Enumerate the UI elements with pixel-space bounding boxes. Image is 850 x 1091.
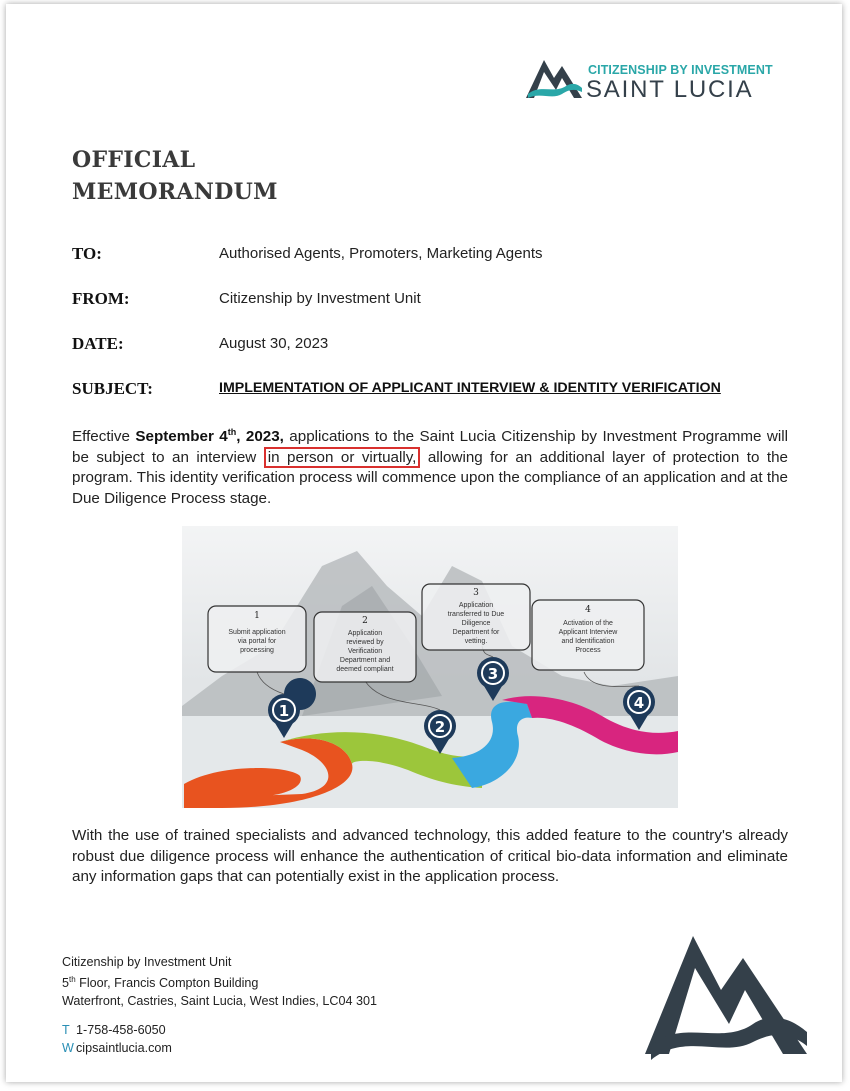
svg-text:processing: processing	[240, 647, 274, 654]
svg-text:2: 2	[362, 616, 368, 626]
svg-text:and Identification: and Identification	[561, 638, 615, 645]
date-value: August 30, 2023	[219, 335, 329, 352]
memo-page	[6, 4, 842, 1082]
to-label: TO:	[72, 244, 102, 263]
date-label: DATE:	[72, 334, 124, 353]
header-logo	[524, 54, 784, 104]
highlight-in-person: in person or virtually,	[264, 447, 421, 468]
svg-text:reviewed by: reviewed by	[346, 639, 384, 646]
svg-text:Submit application: Submit application	[228, 629, 286, 636]
step-box-3	[422, 584, 530, 650]
footer-phone: T 1-758-458-6050	[62, 1023, 166, 1037]
paragraph-specialists: With the use of trained specialists and advanced technology, this added feature to the country's already robust due diligence process will enhance the authentication of critical bio-data information and eliminate any information gaps that can potentially exist in the application process.	[72, 827, 788, 885]
svg-text:1: 1	[254, 611, 260, 621]
logo-line1: CITIZENSHIP BY INVESTMENT	[588, 63, 773, 77]
svg-text:Application: Application	[458, 602, 494, 609]
memo-title-line2: MEMORANDUM	[72, 179, 278, 205]
svg-text:deemed compliant: deemed compliant	[336, 666, 394, 673]
footer-street: Waterfront, Castries, Saint Lucia, West Indies, LC04 301	[62, 994, 377, 1009]
memo-title-line1: OFFICIAL	[72, 147, 196, 173]
memo-title	[72, 144, 278, 208]
footer-floor: 5th Floor, Francis Compton Building	[62, 975, 259, 991]
mountain-peaks-large-logo-icon	[641, 928, 811, 1068]
svg-text:Process: Process	[575, 647, 601, 654]
from-label: FROM:	[72, 289, 130, 308]
step-box-2	[314, 612, 416, 682]
logo-line2: SAINT LUCIA	[586, 76, 754, 103]
svg-text:Verification: Verification	[347, 648, 383, 655]
svg-text:vetting.: vetting.	[464, 638, 488, 645]
footer-web[interactable]: W cipsaintlucia.com	[62, 1040, 172, 1055]
svg-text:2: 2	[434, 718, 446, 736]
from-value: Citizenship by Investment Unit	[219, 290, 421, 307]
footer-address	[62, 953, 377, 1010]
svg-text:via portal for: via portal for	[237, 638, 277, 645]
svg-text:Application: Application	[347, 630, 383, 637]
svg-text:4: 4	[633, 694, 645, 712]
process-diagram	[182, 526, 678, 808]
to-value: Authorised Agents, Promoters, Marketing Agents	[219, 245, 543, 262]
svg-text:Department and: Department and	[339, 657, 391, 664]
step-box-1	[208, 606, 306, 672]
step-box-4	[532, 600, 644, 670]
svg-text:1: 1	[278, 702, 290, 720]
paragraph-effective	[72, 422, 788, 509]
p1-text-c: allowing for an additional layer of protection to the program. This identity verification process will commence upon the compliance of an application and at the Due Diligence Process stage.	[72, 448, 788, 507]
p1-text-b: applications to the Saint Lucia Citizenship by Investment Programme will be subject to an interview	[72, 428, 788, 466]
footer-contact	[62, 1022, 172, 1057]
svg-text:transferred to Due: transferred to Due	[447, 611, 505, 618]
svg-text:Applicant Interview: Applicant Interview	[558, 629, 618, 636]
svg-text:Activation of the: Activation of the	[563, 620, 613, 627]
p1-date: September 4th, 2023,	[135, 427, 284, 446]
mountain-peaks-logo-icon	[524, 54, 584, 102]
svg-text:Department for: Department for	[452, 629, 500, 636]
svg-text:3: 3	[487, 665, 499, 683]
subject-label: SUBJECT:	[72, 379, 153, 398]
p1-text-a: Effective	[72, 428, 136, 446]
svg-text:4: 4	[585, 605, 591, 615]
svg-text:Diligence: Diligence	[461, 620, 491, 627]
svg-text:3: 3	[473, 588, 479, 598]
footer-unit: Citizenship by Investment Unit	[62, 955, 232, 969]
subject-value: IMPLEMENTATION OF APPLICANT INTERVIEW & IDENTITY VERIFICATION	[219, 380, 721, 396]
